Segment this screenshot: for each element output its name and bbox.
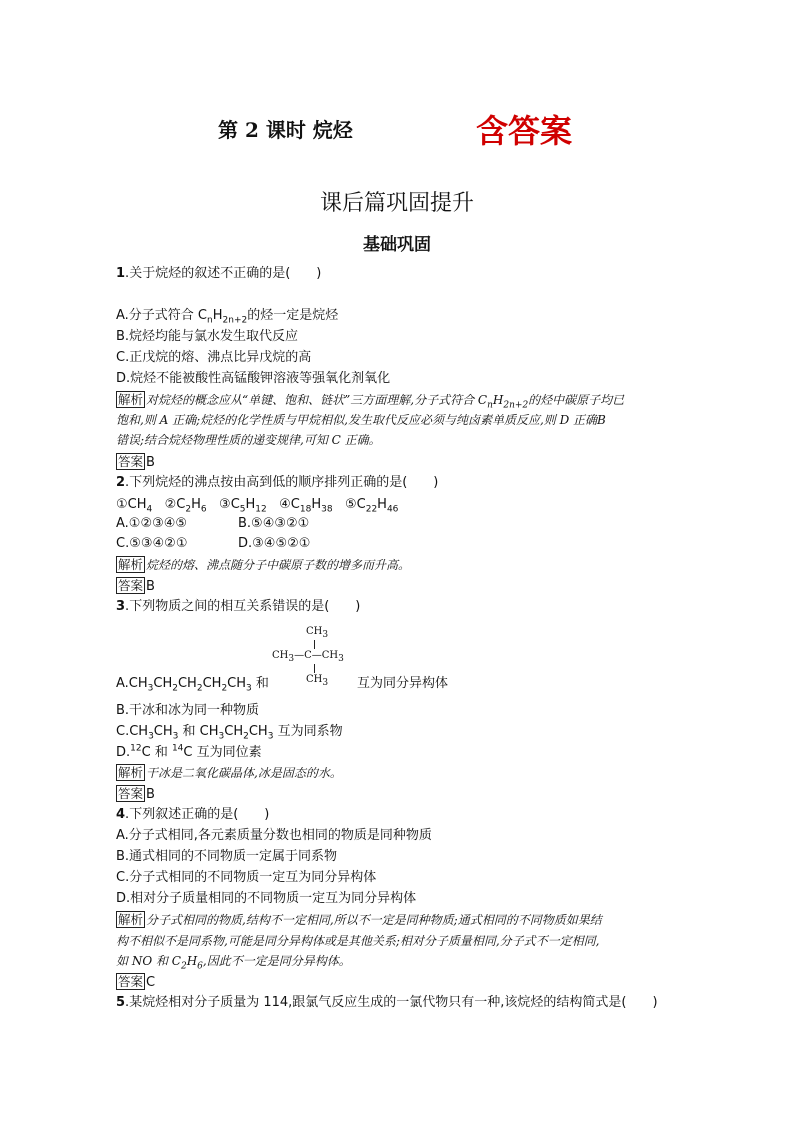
question-4: 4.下列叙述正确的是( ) <box>116 807 270 822</box>
q3-answer: 答案 B <box>118 786 155 802</box>
page-title: 第 2 课时 烷烃 <box>218 118 353 142</box>
q1-option-d: D.烷烃不能被酸性高锰酸钾溶液等强氧化剂氧化 <box>116 371 391 386</box>
q2-option-d: D.③④⑤②① <box>238 536 311 551</box>
q1-option-b: B.烷烃均能与氯水发生取代反应 <box>116 329 299 344</box>
q4-option-c: C.分子式相同的不同物质一定互为同分异构体 <box>116 870 377 885</box>
structure-bottom-ch3: $CH_3$ <box>306 674 329 688</box>
q1-explanation-line-2: 饱和,则 A 正确;烷烃的化学性质与甲烷相似,发生取代反应必须与纯卤素单质反应,则 D 正确B <box>116 413 606 427</box>
q1-answer: 答案 B <box>118 454 155 470</box>
q3-option-d: D.$^{12}$C 和 $^{14}$C 互为同位素 <box>116 743 262 760</box>
q4-explanation-line-2: 构不相似不是同系物,可能是同分异构体或是其他关系;相对分子质量相同,分子式不一定相同, <box>116 934 600 948</box>
q3-option-b: B.干冰和冰为同一种物质 <box>116 703 260 718</box>
q1-option-c: C.正戊烷的熔、沸点比异戊烷的高 <box>116 350 312 365</box>
q2-explanation: 解析 烷烃的熔、沸点随分子中碳原子数的增多而升高。 <box>118 557 411 572</box>
structure-middle-row: $CH_3—C—CH_3$ <box>272 650 344 664</box>
q4-answer: 答案 C <box>118 974 156 990</box>
q2-compounds: $①CH_4$ $②C_2H_6$ $③C_5H_{12}$ $④C_{18}H_{38}$ $⑤C_{22}H_{46}$ <box>116 497 399 515</box>
q2-option-a: A.①②③④⑤ <box>116 516 188 531</box>
bond-line-bottom <box>314 664 315 673</box>
q3-option-c: $C.CH_3CH_3$ 和 $CH_3CH_2CH_3$ 互为同系物 <box>116 724 343 742</box>
q2-option-c: C.⑤③④②① <box>116 536 188 551</box>
q4-explanation-line-1: 解析 分子式相同的物质,结构不一定相同,所以不一定是同种物质;通式相同的不同物质如果结 <box>118 912 602 927</box>
q1-explanation-line-3: 错误;结合烷烃物理性质的递变规律,可知 C 正确。 <box>116 433 381 447</box>
structure-top-ch3: $CH_3$ <box>306 626 329 640</box>
q4-option-b: B.通式相同的不同物质一定属于同系物 <box>116 849 338 864</box>
q4-option-a: A.分子式相同,各元素质量分数也相同的物质是同种物质 <box>116 828 432 843</box>
q1-option-a: A.分子式符合 $C_nH_{2n+2}$的烃一定是烷烃 <box>116 308 339 326</box>
q2-answer: 答案 B <box>118 578 155 594</box>
answer-stamp: 含答案 <box>476 112 573 150</box>
question-1: 1.关于烷烃的叙述不正确的是( ) <box>116 266 322 281</box>
question-5: 5.某烷烃相对分子质量为 114,跟氯气反应生成的一氯代物只有一种,该烷烃的结构简式是( ) <box>116 995 658 1010</box>
section-title: 课后篇巩固提升 <box>319 191 474 216</box>
explain-tag: 解析 <box>118 392 144 407</box>
question-2: 2.下列烷烃的沸点按由高到低的顺序排列正确的是( ) <box>116 475 439 490</box>
q4-explanation-line-3: 如 NO 和 $C_2H_6$,因此不一定是同分异构体。 <box>116 954 351 972</box>
q4-option-d: D.相对分子质量相同的不同物质一定互为同分异构体 <box>116 891 417 906</box>
answer-tag: 答案 <box>118 454 144 469</box>
question-3: 3.下列物质之间的相互关系错误的是( ) <box>116 599 361 614</box>
section-subtitle: 基础巩固 <box>363 235 431 255</box>
q3-option-a-tail: 互为同分异构体 <box>357 676 449 691</box>
q3-option-a: $A.CH_3CH_2CH_2CH_2CH_3$ 和 <box>116 676 269 694</box>
q3-explanation: 解析 干冰是二氧化碳晶体,冰是固态的水。 <box>118 765 342 780</box>
q1-explanation-line-1: 解析 对烷烃的概念应从“单键、饱和、链状”三方面理解,分子式符合 $C_nH_{2n+2}$的烃中碳原子均已 <box>118 392 625 411</box>
q2-option-b: B.⑤④③②① <box>238 516 310 531</box>
bond-line-top <box>314 640 315 649</box>
